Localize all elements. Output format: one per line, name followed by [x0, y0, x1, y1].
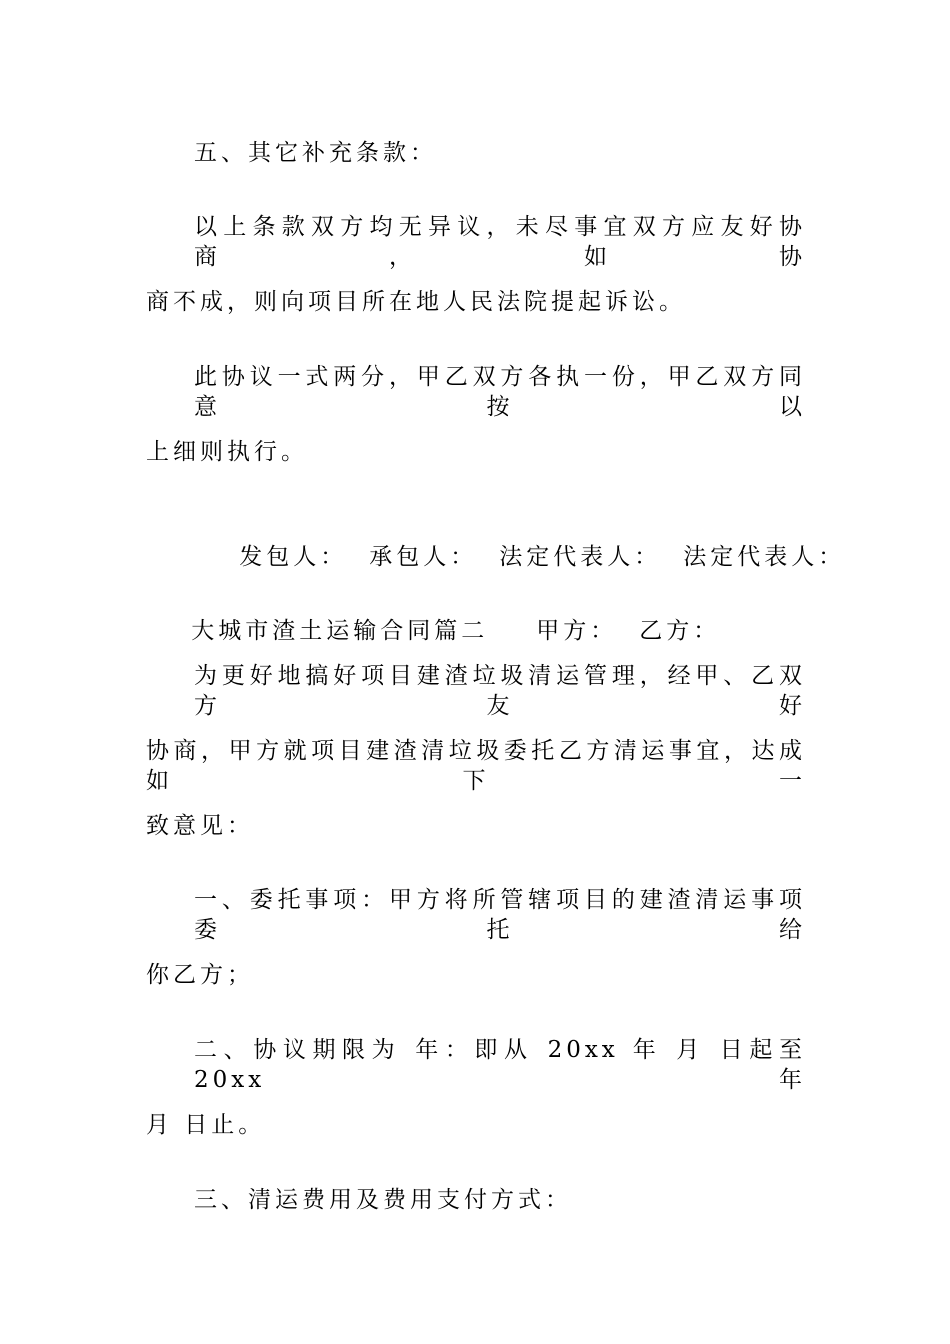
employer-representative-label: 法定代表人： — [499, 544, 662, 570]
paragraph-line: 一、委托事项：甲方将所管辖项目的建渣清运事项委托给 — [194, 887, 806, 943]
contractor-label: 承包人： — [369, 544, 478, 570]
paragraph-line: 商不成，则向项目所在地人民法院提起诉讼。 — [146, 289, 686, 315]
agreement-term-end-line: 月 日止。 — [146, 1112, 266, 1138]
party-b-label: 乙方： — [639, 618, 721, 644]
agreement-term-line: 二、协议期限为 年：即从 20xx 年 月 日起至 20xx 年 — [194, 1037, 806, 1093]
section-title: 大城市渣土运输合同篇二 — [191, 618, 489, 644]
paragraph-line: 上细则执行。 — [146, 439, 308, 465]
clause-five-heading: 五、其它补充条款： — [194, 140, 437, 166]
paragraph-line: 此协议一式两分，甲乙双方各执一份，甲乙双方同意按以 — [194, 364, 806, 420]
contractor-representative-label: 法定代表人： — [683, 544, 846, 570]
party-a-label: 甲方： — [536, 618, 618, 644]
paragraph-line: 你乙方； — [146, 962, 254, 988]
clause-three-heading: 三、清运费用及费用支付方式： — [194, 1187, 572, 1213]
employer-label: 发包人： — [239, 544, 348, 570]
paragraph-line: 以上条款双方均无异议，未尽事宜双方应友好协商，如协 — [194, 214, 806, 270]
paragraph-line: 致意见： — [146, 813, 254, 839]
paragraph-line: 协商，甲方就项目建渣清垃圾委托乙方清运事宜，达成如下一 — [146, 738, 806, 794]
paragraph-line: 为更好地搞好项目建渣垃圾清运管理，经甲、乙双方友好 — [194, 663, 806, 719]
